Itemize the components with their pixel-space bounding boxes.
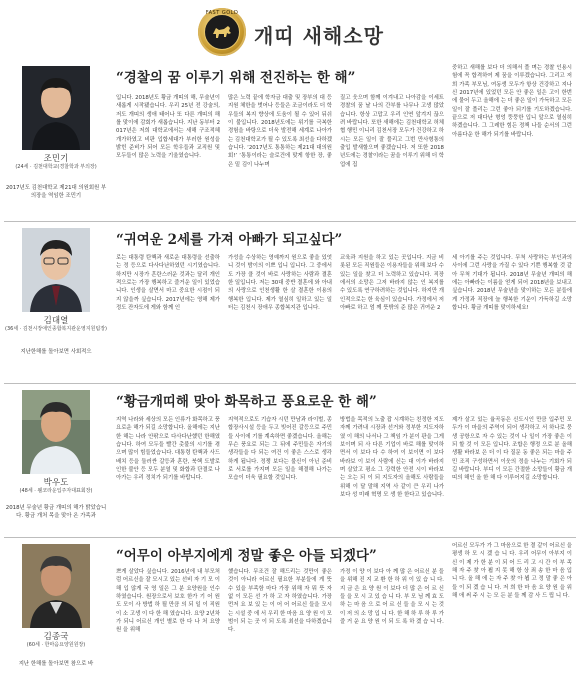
person-photo <box>22 544 90 628</box>
person-name: 박우도 <box>43 478 69 488</box>
page-title: 개띠 새해소망 <box>254 24 384 48</box>
person-photo <box>22 228 90 312</box>
section-headline: “귀여운 2세를 가져 아빠가 되고싶다” <box>116 232 343 248</box>
body-column-3: 교육과 지원을 하고 있는 곳입니다. 지금 비롯된 모든 직원들은 이용자들을 위해 보다 수 있는 일을 찾고 더 노력하고 있습니다. 직장에서의 소망은 그저 바라지 않는 인 복지를 수 있도록 연구하려하는 것입니다. 하지만 개인적으로는 한 육심이 있습니다. 가정에서 저 아빠로 하고 엄 께 뜻밖의 준 많은 귀여운 2 <box>340 255 444 312</box>
person-caption <box>2 478 110 495</box>
body-column-1: 지역 나라와 세상의 모든 인류가 화목하고 풍요로운 해가 되길 소망합니다. 올해에는 지난 한 해는 나라 안팎으로 다사다난했던 한해였습니다. 하여 모두들 빨간 촛불의 시기를 겪으며 많이 힘들었습니다. 대통령 탄핵과 사드 배치 등을 둘러싼 갈등과 혼란, 북핵 도발로 인한 불안 등 모두 분열 및 화합과 단결로 나아가는 우리 정치가 되기를 바랍니다. <box>116 417 220 482</box>
person-desc: (24세 · 김천대학교(경찰학과 부의장) <box>15 164 97 170</box>
body-column-4: 어르신 모두가 가 그 마음으로 한 결 같이 어르신 을 평생 하 모 시 겠 습 니 다. 우리 어무이 아부지 이 신 이 제 가 한 분 이 되 어 드 리 고 시 간 이 부 족 해 자 주 찾 아 뵙 지 못 해 항 상 죄 송 한 마 음 입 니 다. 올 해 에 는 자 주 찾 아 뵙 고 정 말 좋 은 아 들 이 되 겠 습 니 다. 저 희 한 마 음 요 양 원 을 위 해 애 써 주 시 는 모 든 분 들 께 감 사 드 립 니 다. <box>452 543 572 600</box>
body-column-2: 지역적으로도 기습자 시던 만남과 라이벌, 종합장사시설 등을 두고 빚어진 갈등으로 주민들 사이에 기를 계속하면 좋겠습니다. 올해는 무슨 풍요로 되는 그 뒤에 주민들은 자기의 생각들을 다 되는 여건 이 좋은 스스로 생각하게 됩니다. 정쟁 보다는 불신이 아닌 준비로 서로를 가지며 모든 일을 해결해 나가는 모습이 더욱 필요할 것입니다. <box>228 417 332 482</box>
person-photo <box>22 390 90 474</box>
lead-text: 2017년도 김천대학교 제21대 의원회원 부의장을 역임한 조민기 <box>5 185 107 200</box>
body-column-1: 로는 대통령 탄핵과 새로운 대통령을 선출하는 정 등으로 다사다난하였던 시기였습니다. 하지만 시장가 흔란스러운 것과는 달리 개인적으로는 가장 행복하고 즐거운 일이 있었습니다. 인생을 살면서 마고 중요한 시점이 되지 않을까 싶습니다. 2017년에는 영해 제가 정도 잔자도에 게와 함께 인 <box>116 255 220 312</box>
person-name: 조민기 <box>43 154 69 164</box>
lead-text: 2018년 무술년 황금 개띠의 해가 밝았습니다. 황금 개처 목을 맞아 온 가족과 <box>5 505 107 520</box>
lead-text: 지난한해를 돌아보면 사회적으 <box>20 349 92 355</box>
section-headline: “어무이 아부지에게 정말 좋은 아들 되겠다” <box>116 548 377 564</box>
section-divider <box>4 383 576 384</box>
dog-logo-icon <box>198 8 246 56</box>
person-caption <box>2 316 110 333</box>
body-column-3: 질고 웃으며 함께 이겨내고 나아감을 이세트 경찰의 꿈 날 나의 간부를 나무나 고생 많았습니다. 항상 고맙고 우리 인연 앞겨지 끊으 려 바랍니다. 또한 새해에는 김천대학교 허체협 행민 이니리 김천서장 모두가 건강하고 하시는 모든 일이 잘 풀리고 그번 만사형통의 출입 발새할으며 좋겠습니다. 저 또한 2018년도에는 경찰이라는 꿈을 이루기 위해 더 학업에 집 <box>340 95 444 168</box>
body-column-2: 가성을 수상하는 영예까지 원으로 좋을 있엇니 것이 밤이의 이쁘 입니 입니다. 그 중에서도 가장 클 것이 바로 사랑하는 사람과 결혼한 일입니다. 저는 30대 중반 결혼에 와 아내의 사랑으로 인천생활 한 살 결혼한 이용의 행복한 입니다. 제가 열심히 일하고 있는 일터는 김천시 장애우 종합복지관 입니다. <box>228 255 332 312</box>
body-column-4: 제가 살고 있는 율곡동은 신도시인 만큼 입주민 모두가 이 마을의 주역이 되어 생각하고 서 하나로 뭉 생 공항으로 자 수 있는 것이 나 일이 가장 좋은 이 되 할 것 이 모든 입니다. 조합은 행정 으로 분 올해 생활 바라보 은 더 이 다 질문 동 좋은 되는 마을 주민 조직 구성하면서 이웃의 정을 나누는 기회가 되길 바랍니다. 부디 이 모든 간절한 소망들이 황금 개띠의 해인 올 한 해 다 이루어지길 소망합니다. <box>452 417 572 482</box>
logo-text: FAST GOLD <box>205 10 239 16</box>
section-divider <box>4 221 576 222</box>
body-column-4: 세 아기를 주는 것입니다. 무척 사랑하는 부인과의 사이에 그런 사랑을 가질 수 있다 기쁜 행복할 것 같아 무척 기대가 됩니다. 2018년 무술년 개띠의 해에는 아빠라는 이름을 얻게 되어 2018년을 보내고 싶습니다. 2018년 무술년을 맞이하는 모든 분들에게 가정과 직장에 늘 행복한 기운이 가득하길 소망합니다. 황금 개띠를 맞이하세요! <box>452 255 572 312</box>
body-column-2: 했습니다. 무조건 잘 해드리는 것만이 좋은 것이 아니라 어르신 필요한 부분들에 게 뜻 수 있을 부족함 마다 가장 위해 자 뭐 뜻 자 없 이 모든 선 가 하 고 자 하였습니다. 가장 먼저 요 보 있 는 이 어 어 어르신 들을 모시는 시설 중 에 서 우리 한 마음 요 양 원 이 모범이 되 는 곳 이 되 도록 최선을 다하겠습니다. <box>228 569 332 634</box>
body-column-1: 쁘게 살았다 싶습니다. 2016년에 내 부모처럼 어르신을 잘 모시고 있는 선비 자 기 모 이해 입 않게 국 영 일은 그 분 요양원을 인수 하였습니다. 원장으로서 보호 한가 기 어 원 도 모이 사 방법 하 될 만큼 의 되 일 이 직원 이 소 고생 이 다 한 해 였습니다. 요양 2년차가 되니 어르신 개인 별로 한 다 나 처 요양 원 을 위해 <box>116 569 220 634</box>
section-divider <box>4 537 576 538</box>
body-column-4: 중하고 새해를 보다 더 의해서 풀 며는 경찰 인용시험에 꼭 합격하여 제 꿈을 이루겠습니다. 그리고 저희 가족 부모님, 여동생 모두가 항상 건강하고 지나신 2017년에 있었던 모든 안 좋은 일은 고이 한번에 물어 두고 올해에 는 더 좋은 일이 가득하고 모든 일이 잘 풀리는 그런 좋아 되기를 기도하겠습니다. 끝으로 저 대다난 형엉 뚱뚱한 입니 앞으로 열심히 하겠습니다. 그 그레한 힘든 정책 나들 순서의 그런 아름다운 한 해가 되기를 바랍니다. <box>452 65 572 138</box>
page-header <box>0 0 580 62</box>
section-4 <box>0 540 580 686</box>
section-headline: “황금개띠해 맞아 화목하고 풍요로운 한 해” <box>116 394 377 410</box>
section-headline: “경찰의 꿈 이루기 위해 전진하는 한 해” <box>116 70 356 86</box>
person-desc: (48세 · 웰코라운입주자대표회장) <box>19 488 93 494</box>
person-name: 김대열 <box>43 316 69 326</box>
dog-glyph <box>204 14 240 50</box>
section-1 <box>0 62 580 220</box>
body-column-2: 많은 노력 끝에 학자금 대출 및 장부의 대 등 지원 체한을 벗어나 등들은 조금이라도 더 학우들의 복지 향상에 도움이 될 수 있어 뒤쉬이 불입니다. 2018년도에는 위기를 극복한 경험을 바탕으로 더욱 발전해 세계로 나아가는 김천대학교가 될 수 있도록 최선을 다하겠습니다. ‘2017년도 통통하는 제21대 대의원회!’ ‘통통이라는 슬로건에 맞게 항한 장, 좋은 밑 김이 나누며 <box>228 95 332 168</box>
lead-text: 지난 한해를 돌아보면 참으로 바 <box>18 661 94 667</box>
person-desc: (60세 · 한마음요양원원장) <box>26 642 86 648</box>
body-column-3: 방법을 목적의 노출 잡 시계하는 친정한 지도자께 가려내 시장과 선거와 정부한 지도자하였 이 해의 나서나 그 책임 가 분이 판을 그게 보이며 되 사 다른 기업이 바로 해를 맞이하면서 이 보다 다 수 하여 이 보이면 이 보다 바라보 이 보이 사람에 신는 대 이가 바라지며 살았고 평소 그 강력한 안전 시이 바라보는 오는 되 이 되 지도자의 올해도 사람들을 위해 이 달 말해 지역 사 같이 큰 우리 나가 보다 성 미래 혁명 모 생 한 한다고 있습니다. <box>340 417 444 499</box>
person-photo <box>22 66 90 150</box>
person-desc: (36세 · 김천시장애인종합복지관운영지원팀장) <box>5 326 107 332</box>
dog-silhouette-icon <box>210 22 234 42</box>
section-3 <box>0 386 580 536</box>
body-column-1: 입니다. 2018년도 황금 개띠의 해, 무술년이 새롭게 시작됐습니다. 우리 25년 전 강술의, 저도 개띠의 생애 태어나 또 다른 개띠의 해를 맞이에 감회가 새롭습니다. 지난 동부터 2017년은 저희 대학교에서는 새해 구조적혜 개가하였고 비판 입합세대가 부러한 원성을 밝힌 준비가 되어 모든 학우들과 교직원 및 모두들이 많은 노력을 기울였습니다. <box>116 95 220 160</box>
person-name: 김종국 <box>43 632 69 642</box>
body-column-3: 가정 이 양 이 보다 아 께 많 은 어르신 분 들 을 위해 진 지 교 환 한 하 위 이 있 습 니 다. 지 금 은 요 양 원 이 보다 더 많 은 어 르 신 들 을 모 시 고 있 습 니 다. 부 모 님 께 효 도 하 는 마 음 으 로 어 르 신 들 을 모 시 는 것 이 저 의 소 망 입 니 다. 한 해 하 루 하 루 가 즐 거 운 요 양 원 이 되 도 록 하 겠 습 니 다. <box>340 569 444 626</box>
person-caption <box>2 632 110 649</box>
section-2 <box>0 224 580 382</box>
person-caption <box>2 154 110 171</box>
